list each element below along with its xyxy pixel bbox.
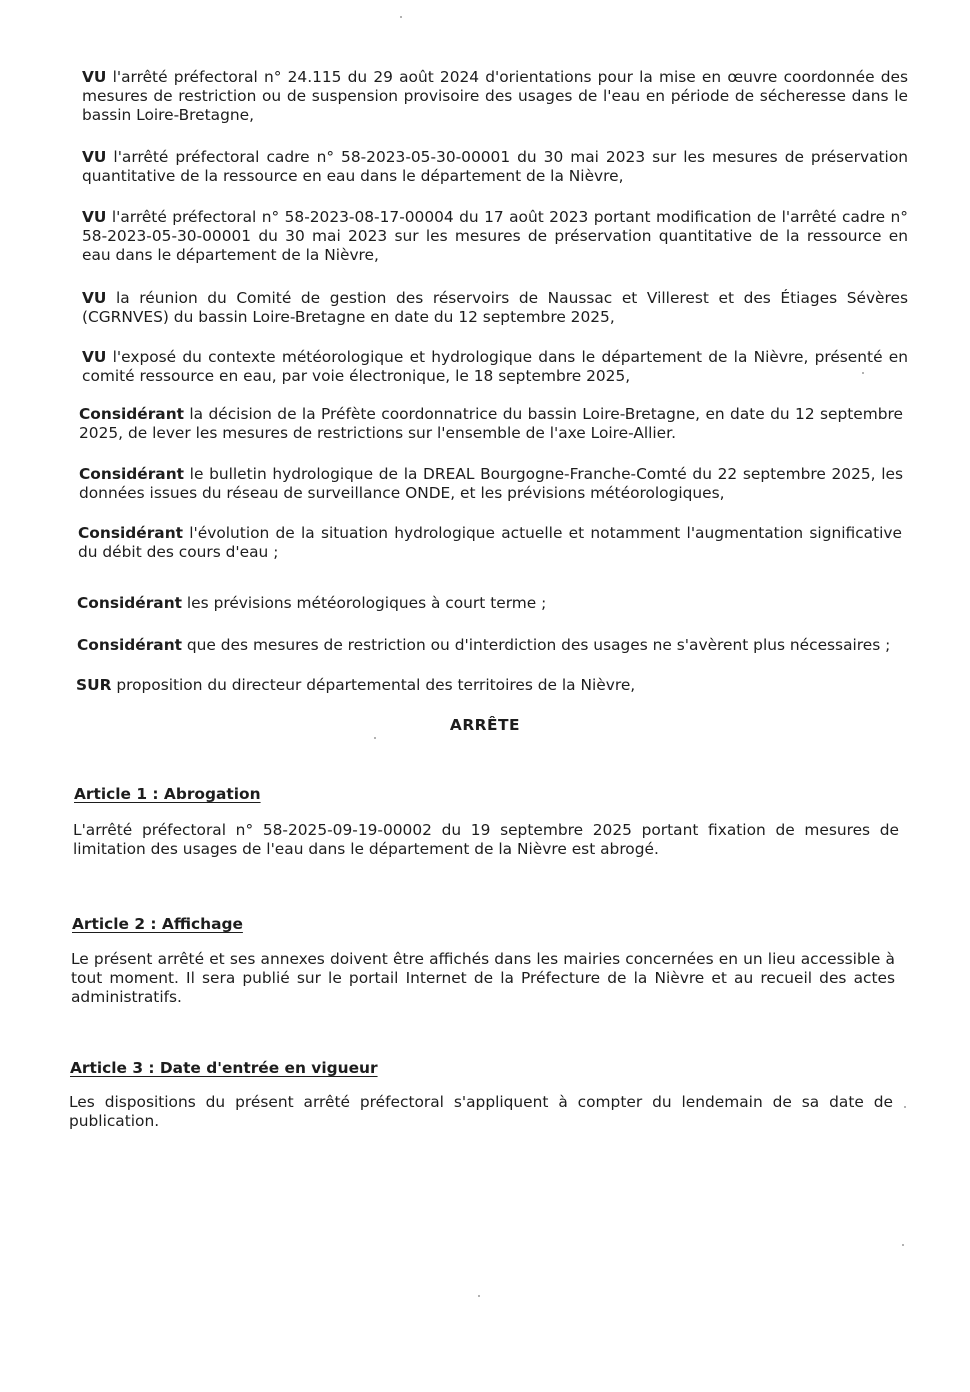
article-2-text: Le présent arrêté et ses annexes doivent être affichés dans les mairies concernées en un lieu accessible à tout moment. Il sera publié sur le portail Internet de la Préfecture de la Nièvre et au recueil des actes administratifs.: [71, 950, 895, 1006]
visa-lead: VU: [82, 289, 107, 307]
scan-speck: [400, 16, 402, 18]
visa-paragraph-2: [82, 148, 908, 186]
decision-heading: ARRÊTE: [449, 716, 521, 734]
visa-text: l'exposé du contexte météorologique et hydrologique dans le département de la Nièvre, présenté en comité ressource en eau, par voie électronique, le 18 septembre 2025,: [82, 348, 908, 385]
considerant-paragraph-3: [78, 524, 902, 562]
visa-lead: VU: [82, 208, 107, 226]
considerant-paragraph-4: [77, 594, 901, 613]
considerant-lead: Considérant: [77, 594, 183, 612]
scan-speck: [902, 1244, 904, 1246]
considerant-paragraph-2: [79, 465, 903, 503]
considerant-text: le bulletin hydrologique de la DREAL Bourgogne-Franche-Comté du 22 septembre 2025, les données issues du réseau de surveillance ONDE, et les prévisions météorologiques,: [79, 465, 903, 502]
proposition-paragraph: [76, 676, 900, 695]
article-3-text: Les dispositions du présent arrêté préfectoral s'appliquent à compter du lendemain de sa date de publication.: [69, 1093, 893, 1130]
proposition-text: proposition du directeur départemental des territoires de la Nièvre,: [111, 676, 636, 694]
visa-lead: VU: [82, 348, 107, 366]
article-1-title: Article 1 : Abrogation: [74, 785, 261, 803]
visa-lead: VU: [82, 68, 107, 86]
considerant-lead: Considérant: [77, 636, 183, 654]
considerant-text: l'évolution de la situation hydrologique actuelle et notamment l'augmentation significative du débit des cours d'eau ;: [78, 524, 902, 561]
visa-lead: VU: [82, 148, 107, 166]
considerant-lead: Considérant: [79, 465, 185, 483]
visa-paragraph-1: [82, 68, 908, 125]
considerant-lead: Considérant: [78, 524, 184, 542]
considerant-text: que des mesures de restriction ou d'interdiction des usages ne s'avèrent plus nécessaires ;: [182, 636, 891, 654]
scan-speck: [862, 372, 864, 374]
considerant-lead: Considérant: [79, 405, 185, 423]
visa-paragraph-4: [82, 289, 908, 327]
article-2-title: Article 2 : Affichage: [72, 915, 243, 933]
considerant-paragraph-1: [79, 405, 903, 443]
proposition-lead: SUR: [76, 676, 112, 694]
scan-speck: [478, 1295, 480, 1297]
visa-paragraph-3: [82, 208, 908, 265]
visa-text: la réunion du Comité de gestion des réservoirs de Naussac et Villerest et des Étiages Sévères (CGRNVES) du bassin Loire-Bretagne en date du 12 septembre 2025,: [82, 289, 908, 326]
article-1-text: L'arrêté préfectoral n° 58-2025-09-19-00002 du 19 septembre 2025 portant fixation de mesures de limitation des usages de l'eau dans le département de la Nièvre est abrogé.: [73, 821, 899, 858]
visa-text: l'arrêté préfectoral cadre n° 58-2023-05-30-00001 du 30 mai 2023 sur les mesures de préservation quantitative de la ressource en eau dans le département de la Nièvre,: [82, 148, 908, 185]
visa-paragraph-5: [82, 348, 908, 386]
visa-text: l'arrêté préfectoral n° 24.115 du 29 août 2024 d'orientations pour la mise en œuvre coordonnée des mesures de restriction ou de suspension provisoire des usages de l'eau en période de sécheresse dans le bassin Loire-Bretagne,: [82, 68, 908, 124]
scan-speck: [904, 1106, 906, 1108]
scan-speck: [374, 737, 376, 739]
considerant-text: les prévisions météorologiques à court terme ;: [182, 594, 547, 612]
article-3-title: Article 3 : Date d'entrée en vigueur: [70, 1059, 378, 1077]
visa-text: l'arrêté préfectoral n° 58-2023-08-17-00004 du 17 août 2023 portant modification de l'arrêté cadre n° 58-2023-05-30-00001 du 30 mai 2023 sur les mesures de préservation quantitative de la ressource en eau dans le département de la Nièvre,: [82, 208, 908, 264]
considerant-text: la décision de la Préfète coordonnatrice du bassin Loire-Bretagne, en date du 12 septembre 2025, de lever les mesures de restrictions sur l'ensemble de l'axe Loire-Allier.: [79, 405, 903, 442]
considerant-paragraph-5: [77, 636, 901, 655]
